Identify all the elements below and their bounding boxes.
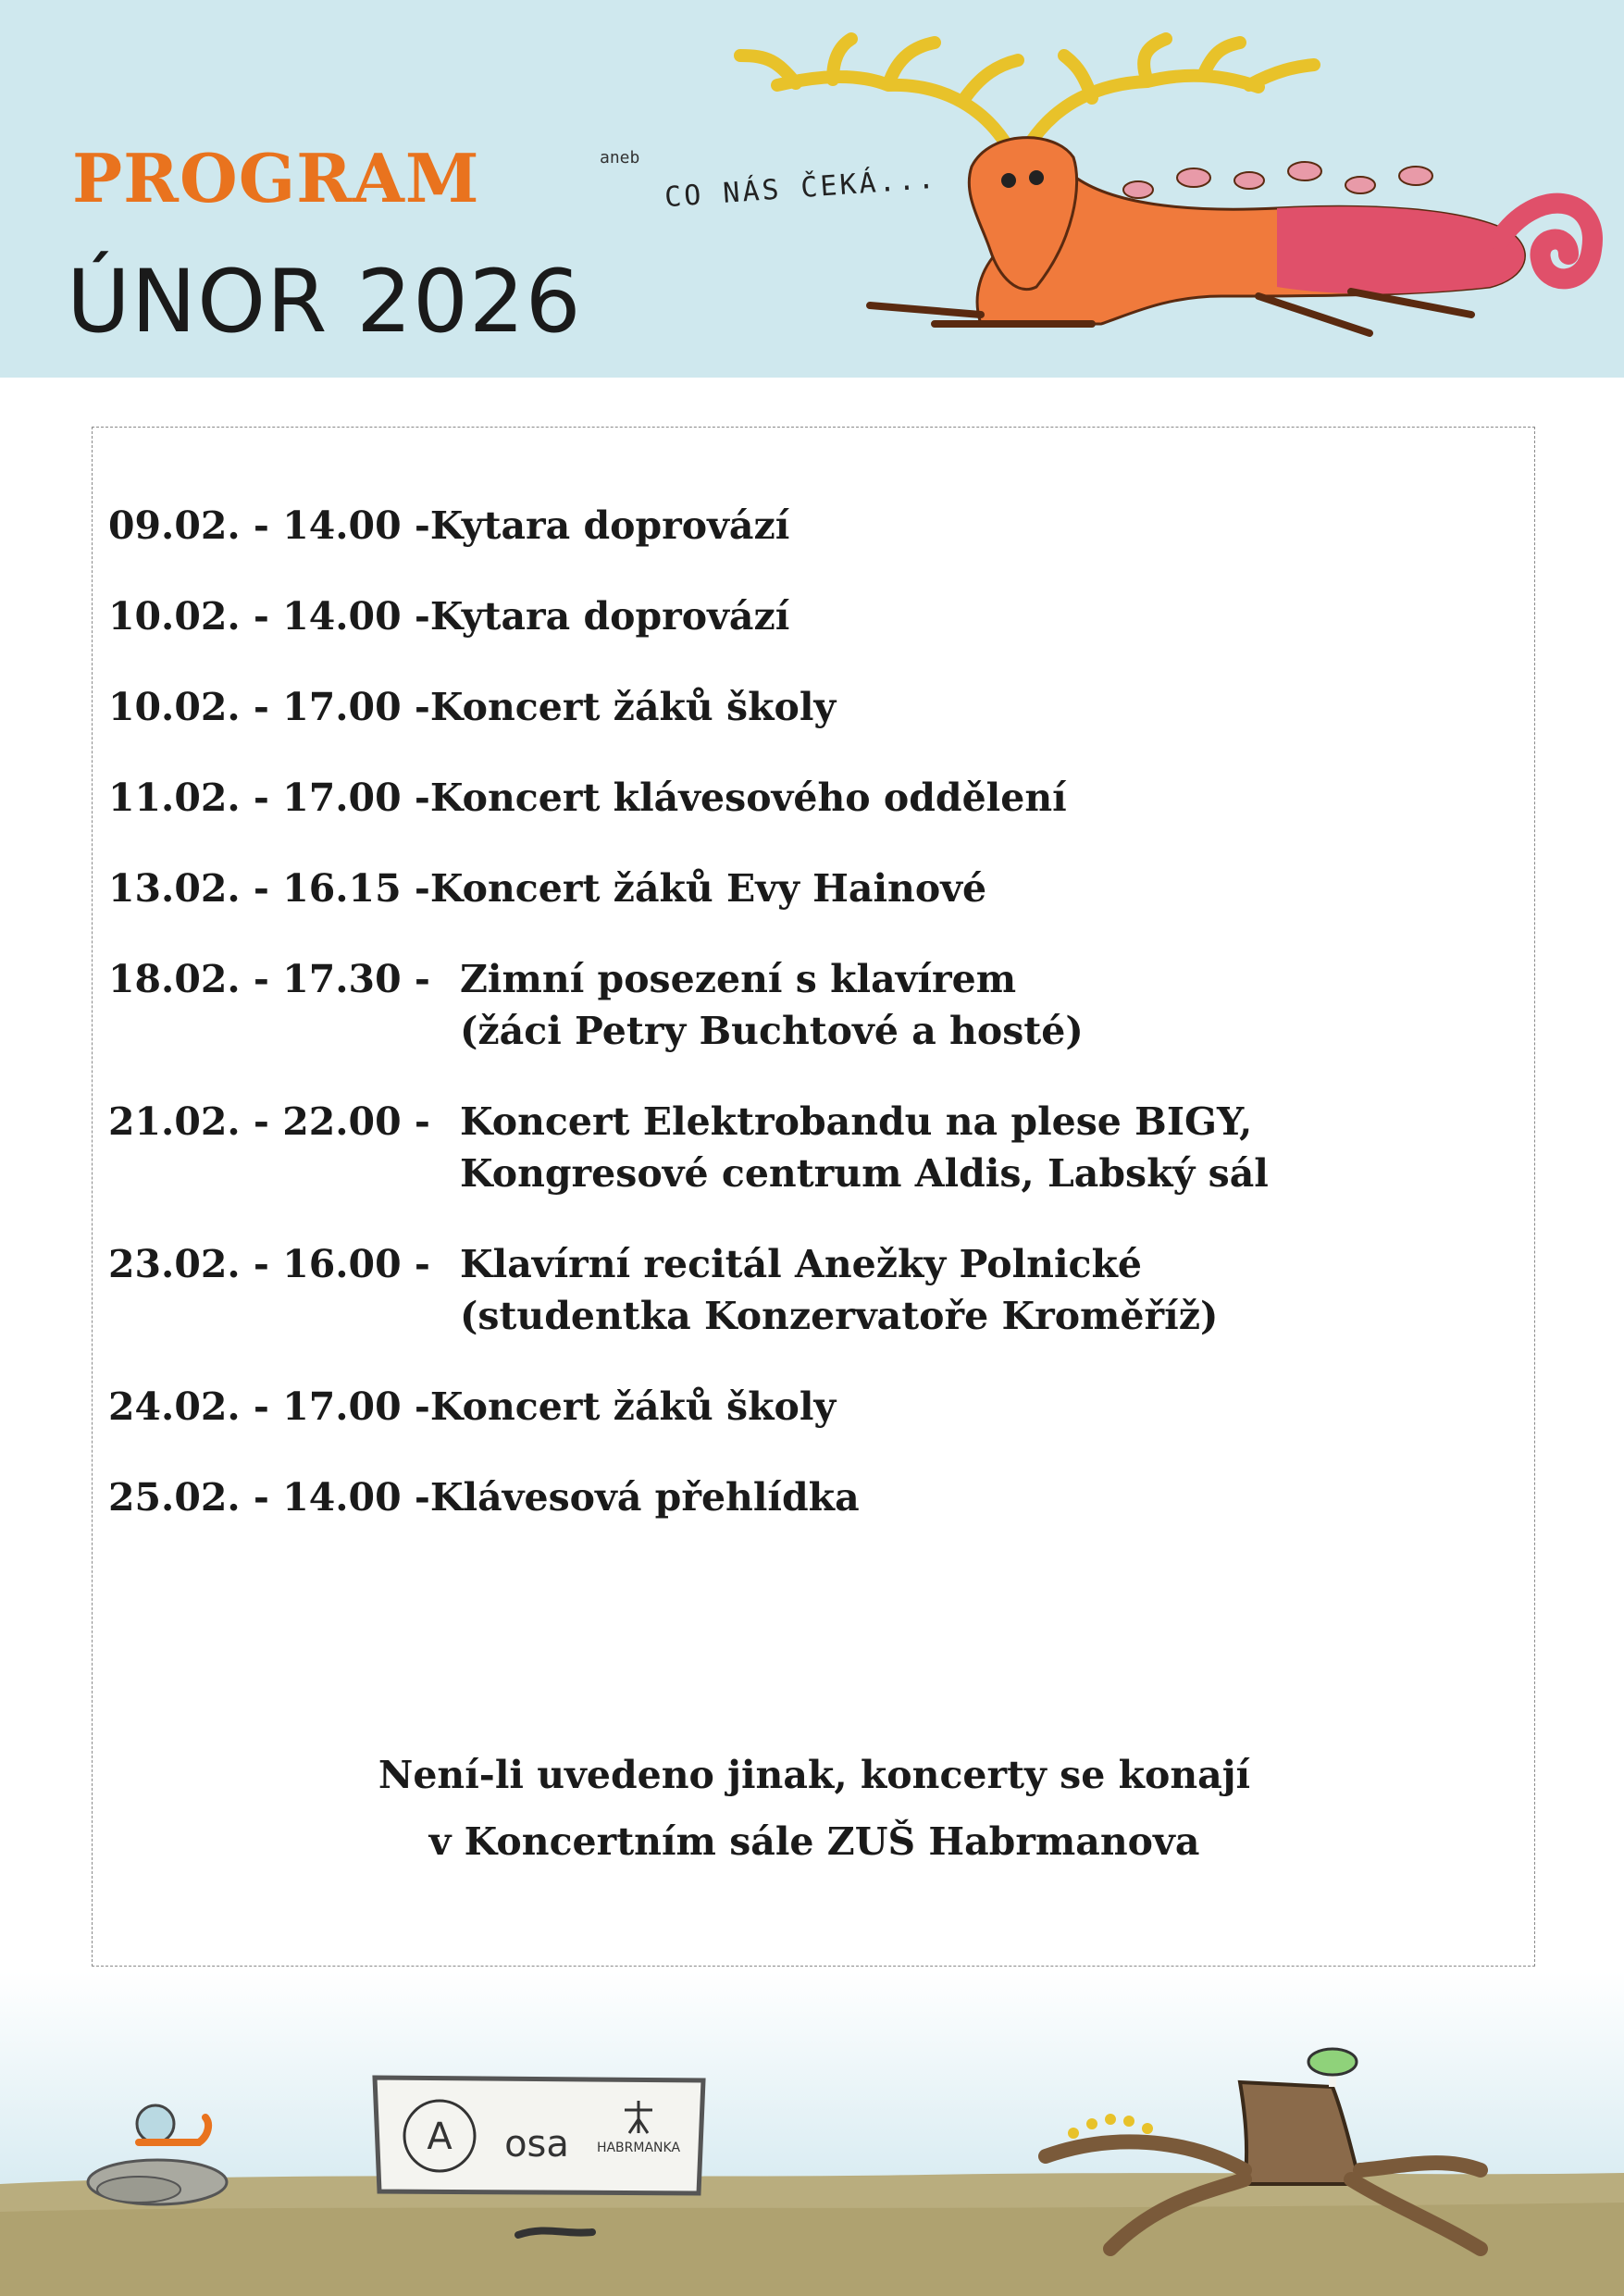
- month-title: ÚNOR 2026: [67, 252, 582, 353]
- event-title-line2: (studentka Konzervatoře Kroměříž): [460, 1294, 1219, 1338]
- event-item: [108, 590, 1515, 642]
- event-title: Klávesová přehlídka: [429, 1475, 860, 1520]
- event-datetime: 18.02. - 17.30 -: [108, 957, 430, 1001]
- event-datetime: 25.02. - 14.00 -: [108, 1475, 430, 1520]
- event-datetime: 09.02. - 14.00 -: [108, 503, 430, 548]
- venue-note-line2: v Koncertním sále ZUŠ Habrmanova: [428, 1819, 1200, 1864]
- event-datetime: 23.02. - 16.00 -: [108, 1242, 430, 1286]
- venue-note: [93, 1742, 1536, 1875]
- event-title-line2: (žáci Petry Buchtové a hosté): [460, 1009, 1084, 1053]
- event-title: Koncert klávesového oddělení: [429, 776, 1067, 820]
- event-title-line1: Klavírní recitál Anežky Polnické: [460, 1242, 1142, 1286]
- event-datetime: 11.02. - 17.00 -: [108, 776, 430, 820]
- event-item: [108, 1381, 1515, 1433]
- event-datetime: 13.02. - 16.15 -: [108, 866, 430, 911]
- venue-note-line1: Není-li uvedeno jinak, koncerty se konají: [378, 1753, 1251, 1797]
- ministry-logo-text: A: [427, 2116, 452, 2158]
- event-datetime: 10.02. - 14.00 -: [108, 594, 430, 639]
- event-title: [460, 953, 1084, 1057]
- event-datetime: 10.02. - 17.00 -: [108, 685, 430, 729]
- event-datetime: 21.02. - 22.00 -: [108, 1099, 430, 1144]
- tagline-prefix: aneb: [600, 148, 640, 168]
- ground-illustration: [0, 1971, 1624, 2296]
- event-title: Koncert žáků Evy Hainové: [429, 866, 987, 911]
- event-item: [108, 1471, 1515, 1523]
- event-item: [108, 863, 1515, 914]
- event-item: [108, 1238, 1515, 1342]
- event-list: [108, 500, 1515, 1562]
- program-label: PROGRAM: [72, 139, 480, 217]
- event-item: [108, 681, 1515, 733]
- event-datetime: 24.02. - 17.00 -: [108, 1384, 430, 1429]
- event-item: [108, 772, 1515, 824]
- habrmanka-logo-text: HABRMANKA: [596, 2141, 681, 2155]
- event-item: [108, 1096, 1515, 1199]
- event-title: Koncert žáků školy: [429, 1384, 837, 1429]
- osa-logo-text: osa: [504, 2123, 569, 2166]
- event-title: [460, 1096, 1269, 1199]
- header-banner: [0, 0, 1624, 378]
- event-item: [108, 953, 1515, 1057]
- program-box: [92, 427, 1535, 1967]
- event-item: [108, 500, 1515, 552]
- event-title: Kytara doprovází: [429, 503, 790, 548]
- event-title: Kytara doprovází: [429, 594, 790, 639]
- event-title-line1: Zimní posezení s klavírem: [460, 957, 1017, 1001]
- deer-illustration: [703, 19, 1610, 361]
- event-title-line1: Koncert Elektrobandu na plese BIGY,: [460, 1099, 1253, 1144]
- partner-logos-sign: [375, 2078, 703, 2193]
- event-title: Koncert žáků školy: [429, 685, 837, 729]
- tagline: CO NÁS ČEKÁ...: [663, 162, 938, 215]
- event-title: [460, 1238, 1218, 1342]
- event-title-line2: Kongresové centrum Aldis, Labský sál: [460, 1151, 1269, 1196]
